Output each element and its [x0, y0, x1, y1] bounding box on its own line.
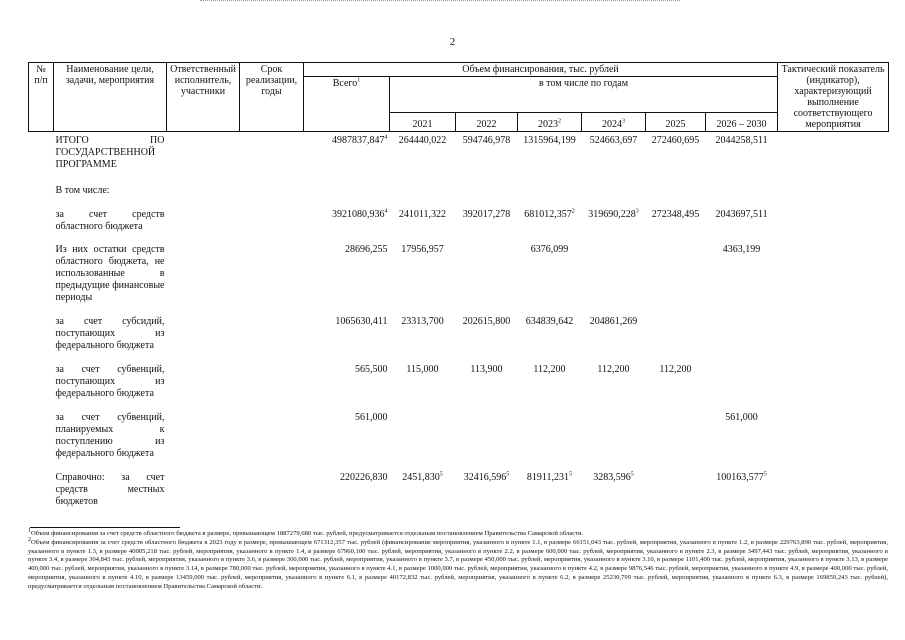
header-term: Срок реализации, годы [240, 63, 304, 132]
header-year-label: 2022 [476, 119, 497, 130]
table-row [29, 304, 889, 352]
row-indicator-cell [778, 352, 889, 400]
header-indicator: Тактический показатель (индикатор), характеризующий выполнение соответствующего мероприятия [778, 63, 889, 132]
row-total [304, 352, 390, 400]
row-year-value [582, 460, 646, 508]
row-year-value [456, 304, 518, 352]
row-year-value [582, 400, 646, 460]
row-num-cell [29, 460, 54, 508]
header-year [518, 113, 582, 132]
table-row [29, 197, 889, 233]
row-term-cell [240, 304, 304, 352]
row-year-value [706, 233, 778, 304]
table-row [29, 352, 889, 400]
row-indicator-cell [778, 460, 889, 508]
row-total-value: 28696,255 [345, 244, 388, 255]
row-year-value-sup: 5 [569, 471, 573, 478]
row-executor-cell [167, 304, 240, 352]
row-year-value-text: 113,900 [470, 364, 503, 375]
row-num-cell [29, 304, 54, 352]
row-executor-cell [167, 233, 240, 304]
row-num-cell [29, 171, 54, 197]
row-year-value-text: 6376,099 [530, 244, 569, 255]
footnote-sup: 2 [28, 536, 31, 543]
row-year-value [518, 171, 582, 197]
row-year-value-text: 681012,357 [524, 209, 572, 220]
row-total-value: 4987837,847 [332, 135, 385, 146]
header-total-sup: 1 [357, 77, 361, 84]
header-year-label: 2026 – 2030 [716, 119, 767, 130]
row-name: Из них остатки средств областного бюджета, не использованные в предыдущие финансовые периоды [55, 244, 165, 303]
row-year-value [582, 304, 646, 352]
row-year-value [518, 197, 582, 233]
row-year-value-text: 112,200 [659, 364, 692, 375]
row-year-value [390, 197, 456, 233]
table-body [29, 132, 889, 509]
row-total [304, 460, 390, 508]
header-year-label: 2021 [412, 119, 433, 130]
row-total [304, 304, 390, 352]
row-year-value-text: 202615,800 [462, 316, 511, 327]
row-year-value-text: 319690,228 [588, 209, 636, 220]
row-year-value-sup: 2 [571, 208, 575, 215]
row-year-value [706, 304, 778, 352]
row-year-value-text: 524663,697 [589, 135, 638, 146]
row-name: за счет субвенций, планируемых к поступлению из федерального бюджета [55, 412, 165, 459]
row-total [304, 171, 390, 197]
row-total-sup: 4 [384, 134, 388, 141]
row-year-value [456, 460, 518, 508]
row-year-value [706, 132, 778, 172]
row-executor-cell [167, 132, 240, 172]
row-executor-cell [167, 400, 240, 460]
footnotes [28, 527, 888, 592]
row-term-cell [240, 197, 304, 233]
row-total-value: 220226,830 [340, 472, 388, 483]
row-executor-cell [167, 352, 240, 400]
header-year [390, 113, 456, 132]
header-year-sup: 3 [622, 118, 625, 125]
row-executor-cell [167, 460, 240, 508]
row-year-value [646, 400, 706, 460]
footnote-rule [30, 527, 180, 528]
top-rule [200, 0, 680, 1]
row-year-value-text: 17956,957 [401, 244, 444, 255]
row-year-value [456, 233, 518, 304]
row-year-value [582, 233, 646, 304]
row-indicator-cell [778, 197, 889, 233]
row-year-value [706, 460, 778, 508]
footnote-sup: 1 [28, 527, 31, 534]
row-indicator-cell [778, 171, 889, 197]
row-year-value [706, 400, 778, 460]
row-year-value-text: 2451,830 [402, 472, 440, 483]
row-indicator-cell [778, 132, 889, 172]
row-year-value-text: 264440,022 [398, 135, 447, 146]
row-year-value [456, 197, 518, 233]
row-year-value [518, 132, 582, 172]
header-year [456, 113, 518, 132]
table-header [29, 63, 889, 132]
header-year-sup: 2 [558, 118, 561, 125]
row-term-cell [240, 352, 304, 400]
row-year-value [518, 352, 582, 400]
row-name: ИТОГО ПО ГОСУДАРСТВЕННОЙ ПРОГРАММЕ [55, 135, 165, 170]
row-total [304, 233, 390, 304]
row-name: Справочно: за счет средств местных бюджетов [55, 472, 165, 507]
row-year-value [646, 460, 706, 508]
row-year-value [390, 460, 456, 508]
row-year-value-sup: 5 [506, 471, 510, 478]
row-name: В том числе: [55, 185, 110, 196]
row-indicator-cell [778, 400, 889, 460]
header-executor: Ответственный исполнитель, участники [167, 63, 240, 132]
row-term-cell [240, 171, 304, 197]
row-year-value [390, 171, 456, 197]
row-year-value-sup: 5 [763, 471, 767, 478]
row-year-value [456, 132, 518, 172]
row-term-cell [240, 460, 304, 508]
row-year-value [518, 400, 582, 460]
header-year-label: 2023 [538, 119, 558, 130]
row-year-value [646, 233, 706, 304]
row-num-cell [29, 197, 54, 233]
header-year-label: 2024 [602, 119, 622, 130]
header-total [304, 77, 390, 132]
row-year-value [390, 400, 456, 460]
row-year-value-text: 594746,978 [462, 135, 511, 146]
row-year-value-text: 392017,278 [462, 209, 511, 220]
row-year-value-text: 4363,199 [722, 244, 761, 255]
footnote-text: Объем финансирования за счет средств областного бюджета в размере, превышающем 1887279,680 тыс. рублей, предусматривается отдельным постановлением Правительства Самарской области. [31, 530, 584, 537]
table-row [29, 171, 889, 197]
row-year-value [646, 304, 706, 352]
row-year-value-text: 2044258,511 [715, 135, 768, 146]
row-year-value-text: 634839,642 [525, 316, 574, 327]
row-total-value: 561,000 [355, 412, 388, 423]
row-year-value [456, 400, 518, 460]
page-number: 2 [449, 36, 456, 48]
footnote [28, 536, 888, 592]
row-term-cell [240, 132, 304, 172]
row-year-value-text: 2043697,511 [715, 209, 768, 220]
row-name: за счет субвенций, поступающих из федерального бюджета [55, 364, 165, 399]
row-year-value [390, 352, 456, 400]
header-num: № п/п [29, 63, 54, 132]
row-num-cell [29, 132, 54, 172]
row-year-value-sup: 5 [630, 471, 634, 478]
footnote [28, 527, 888, 539]
row-year-value [456, 352, 518, 400]
row-year-value-text: 23313,700 [401, 316, 444, 327]
row-year-value-text: 32416,596 [463, 472, 507, 483]
row-year-value [706, 197, 778, 233]
row-year-value [518, 233, 582, 304]
row-year-value [646, 132, 706, 172]
table-row [29, 132, 889, 172]
row-year-value-text: 272348,495 [651, 209, 700, 220]
row-year-value-text: 112,200 [533, 364, 566, 375]
row-year-value-text: 112,200 [597, 364, 630, 375]
row-total [304, 132, 390, 172]
row-num-cell [29, 352, 54, 400]
row-year-value [646, 352, 706, 400]
row-name: за счет средств областного бюджета [55, 209, 165, 232]
header-year-label: 2025 [665, 119, 686, 130]
row-year-value-text: 115,000 [406, 364, 439, 375]
row-total-value: 3921080,936 [332, 209, 385, 220]
table-row [29, 460, 889, 508]
table-row [29, 400, 889, 460]
row-total-value: 1065630,411 [335, 316, 388, 327]
row-total [304, 400, 390, 460]
row-indicator-cell [778, 304, 889, 352]
header-year [646, 113, 706, 132]
row-year-value [390, 132, 456, 172]
header-name: Наименование цели, задачи, мероприятия [54, 63, 167, 132]
row-year-value [646, 197, 706, 233]
row-num-cell [29, 233, 54, 304]
header-year [706, 113, 778, 132]
row-indicator-cell [778, 233, 889, 304]
footnote-text: Объем финансирования за счет средств областного бюджета в 2023 году в размере, превышающем 671312,357 тыс. рублей (финансирование мероприятия, указанного в пункте 1.1, в размере 66151,043 тыс. рублей, мероприятия, указанного в пункте 1.2, в размере 229763,890 тыс. рублей, мероприятия, указанного в пункте 1.3, в размере 40005,218 тыс. рублей, мероприятия, указанного в пункте 1.4, в размере 67960,100 тыс. рублей, мероприятия, указанного в пункте 2.2, в размере 600,000 тыс. рублей, мероприятия, указанного в пункте 2.3, в размере 3497,443 тыс. рублей, мероприятия, указанного в пункте 3.4, в размере 304,843 тыс. рублей, мероприятия, указанного в пункте 3.6, в размере 300,000 тыс. рублей, мероприятия, указанного в пункте 3.7, в размере 450,000 тыс. рублей, мероприятия, указанного в пункте 3.10, в размере 1101,400 тыс. рублей, мероприятия, указанного в пункте 3.13, в размере 400,000 тыс. рублей, мероприятия, указанного в пункте 3.14, в размере 780,000 тыс. рублей, мероприятия, указанного в пункте 4.1, в размере 1000,000 тыс. рублей, мероприятия, указанного в пункте 4.2, в размере 9876,546 тыс. рублей, мероприятия, указанного в пункте 4.9, в размере 400,000 тыс. рублей, мероприятия, указанного в пункте 4.10, в размере 13459,000 тыс. рублей, мероприятия, указанного в пункте 6.1, в размере 40172,832 тыс. рублей, мероприятия, указанного в пункте 6.2, в размере 25230,799 тыс. рублей, мероприятия, указанного в пункте 6.3, в размере 169859,243 тыс. рублей), предусматривается отдельным постановлением Правительства Самарской области. [28, 538, 888, 590]
row-year-value [706, 171, 778, 197]
row-year-value [706, 352, 778, 400]
row-year-value [456, 171, 518, 197]
row-year-value [582, 171, 646, 197]
row-term-cell [240, 233, 304, 304]
row-year-value-text: 81911,231 [526, 472, 570, 483]
row-year-value [518, 460, 582, 508]
row-year-value-text: 241011,322 [398, 209, 447, 220]
row-year-value [582, 132, 646, 172]
row-year-value [582, 197, 646, 233]
header-year [582, 113, 646, 132]
financing-table [28, 62, 889, 508]
row-year-value [390, 304, 456, 352]
table-row [29, 233, 889, 304]
row-year-value-text: 100163,577 [716, 472, 764, 483]
header-funding: Объем финансирования, тыс. рублей [304, 63, 778, 77]
row-year-value [646, 171, 706, 197]
row-year-value-sup: 3 [635, 208, 639, 215]
row-executor-cell [167, 171, 240, 197]
row-year-value-text: 561,000 [725, 412, 758, 423]
header-total-label: Всего [332, 78, 358, 89]
row-year-value-text: 3283,596 [593, 472, 631, 483]
row-num-cell [29, 400, 54, 460]
row-year-value-text: 272460,695 [651, 135, 700, 146]
row-total-value: 565,500 [355, 364, 388, 375]
row-name: за счет субсидий, поступающих из федерального бюджета [55, 316, 165, 351]
header-by-years: в том числе по годам [390, 77, 778, 113]
row-total-sup: 4 [384, 208, 388, 215]
row-total [304, 197, 390, 233]
row-year-value [518, 304, 582, 352]
row-year-value [390, 233, 456, 304]
row-year-value-sup: 5 [439, 471, 443, 478]
row-executor-cell [167, 197, 240, 233]
row-year-value-text: 1315964,199 [523, 135, 576, 146]
row-year-value-text: 204861,269 [589, 316, 638, 327]
row-year-value [582, 352, 646, 400]
row-term-cell [240, 400, 304, 460]
